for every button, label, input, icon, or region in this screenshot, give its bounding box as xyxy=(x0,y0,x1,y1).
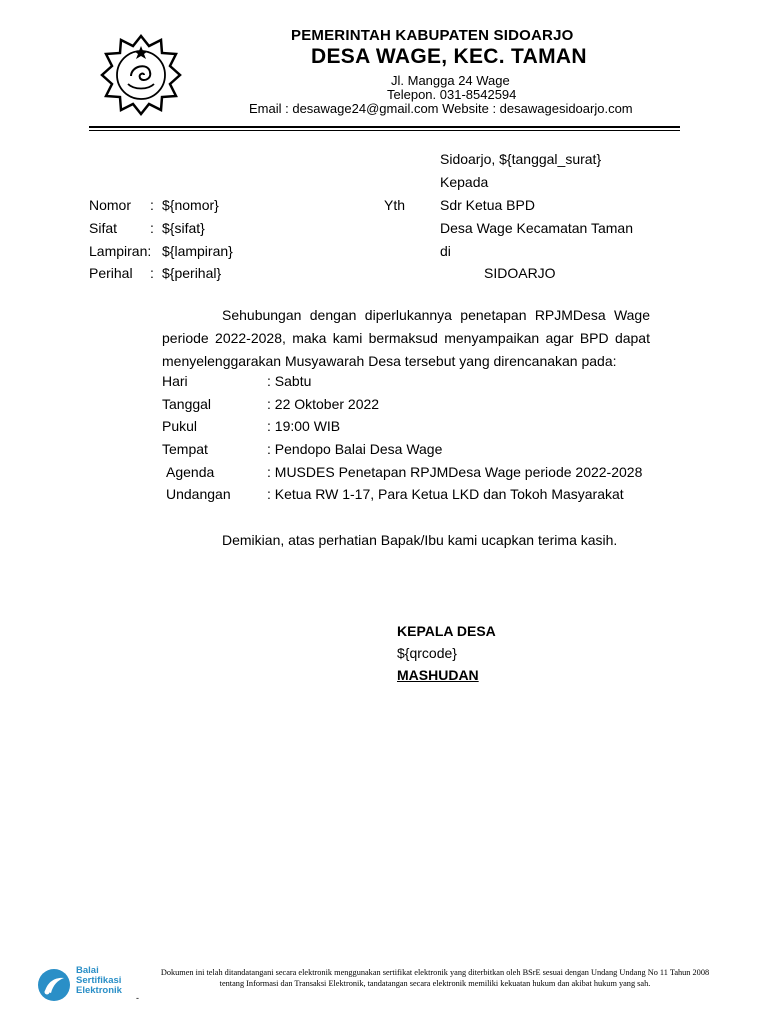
bsre-logo-icon xyxy=(36,967,72,1003)
recipient-name: Sdr Ketua BPD xyxy=(440,197,535,213)
meta-perihal-value: ${perihal} xyxy=(162,265,222,281)
regency-emblem-icon xyxy=(98,32,184,118)
meta-sifat-sep: : xyxy=(150,220,154,236)
detail-tanggal-value: : 22 Oktober 2022 xyxy=(267,396,380,412)
meta-perihal-label: Perihal xyxy=(89,265,133,281)
body-paragraph xyxy=(162,304,650,373)
meta-perihal-sep: : xyxy=(150,265,154,281)
detail-agenda-label: Agenda xyxy=(166,464,215,480)
letterhead-rule-thin xyxy=(89,130,680,131)
letterhead-contact: Email : desawage24@gmail.com Website : desawagesidoarjo.com xyxy=(249,101,633,116)
detail-agenda-value: : MUSDES Penetapan RPJMDesa Wage periode 2022-2028 xyxy=(267,464,643,480)
recipient-city: SIDOARJO xyxy=(484,265,556,281)
body-line-2: periode 2022-2028, maka kami bermaksud menyampaikan agar BPD dapat xyxy=(162,330,650,346)
recipient-kepada: Kepada xyxy=(440,174,489,190)
letterhead-village: DESA WAGE, KEC. TAMAN xyxy=(311,45,587,68)
meta-nomor-sep: : xyxy=(150,197,154,213)
meta-sifat-value: ${sifat} xyxy=(162,220,205,236)
letterhead-phone: Telepon. 031-8542594 xyxy=(387,87,517,102)
detail-undangan-value: : Ketua RW 1-17, Para Ketua LKD dan Tokoh Masyarakat xyxy=(267,486,624,502)
meta-lampiran-label: Lampiran: xyxy=(89,243,152,259)
recipient-di: di xyxy=(440,243,451,259)
recipient-yth: Yth xyxy=(384,197,406,213)
detail-tempat-value: : Pendopo Balai Desa Wage xyxy=(267,441,443,457)
footer-disclaimer: Dokumen ini telah ditandatangani secara elektronik menggunakan sertifikat elektronik yang diterbitkan oleh BSrE sesuai dengan Undang Undang No 11 Tahun 2008 tentang Informasi dan Transaksi Elektronik, tandatangan secara elektronik memiliki kekuatan hukum dan akibat hukum yang sah. xyxy=(160,968,710,988)
detail-hari-value: : Sabtu xyxy=(267,373,312,389)
signature-title: KEPALA DESA xyxy=(397,623,496,639)
letterhead-government: PEMERINTAH KABUPATEN SIDOARJO xyxy=(291,27,574,44)
meta-sifat-label: Sifat xyxy=(89,220,118,236)
detail-pukul-value: : 19:00 WIB xyxy=(267,418,341,434)
meta-nomor-value: ${nomor} xyxy=(162,197,219,213)
footer-mark: - xyxy=(136,993,139,1003)
closing-sentence: Demikian, atas perhatian Bapak/Ibu kami ucapkan terima kasih. xyxy=(222,532,618,548)
meta-nomor-label: Nomor xyxy=(89,197,132,213)
place-date: Sidoarjo, ${tanggal_surat} xyxy=(440,151,602,167)
signature-qrcode-placeholder: ${qrcode} xyxy=(397,645,457,661)
detail-pukul-label: Pukul xyxy=(162,418,198,434)
recipient-org: Desa Wage Kecamatan Taman xyxy=(440,220,633,236)
detail-undangan-label: Undangan xyxy=(166,486,231,502)
meta-lampiran-value: ${lampiran} xyxy=(162,243,233,259)
signature-name: MASHUDAN xyxy=(397,667,479,683)
body-line-3: menyelenggarakan Musyawarah Desa tersebut yang direncanakan pada: xyxy=(162,353,617,369)
letterhead-rule-thick xyxy=(89,126,680,128)
detail-tempat-label: Tempat xyxy=(162,441,208,457)
body-line-1: Sehubungan dengan diperlukannya penetapan RPJMDesa Wage xyxy=(222,307,650,323)
detail-hari-label: Hari xyxy=(162,373,188,389)
detail-tanggal-label: Tanggal xyxy=(162,396,212,412)
bsre-label: Balai Sertifikasi Elektronik xyxy=(76,965,122,996)
letterhead-address: Jl. Mangga 24 Wage xyxy=(391,73,510,88)
